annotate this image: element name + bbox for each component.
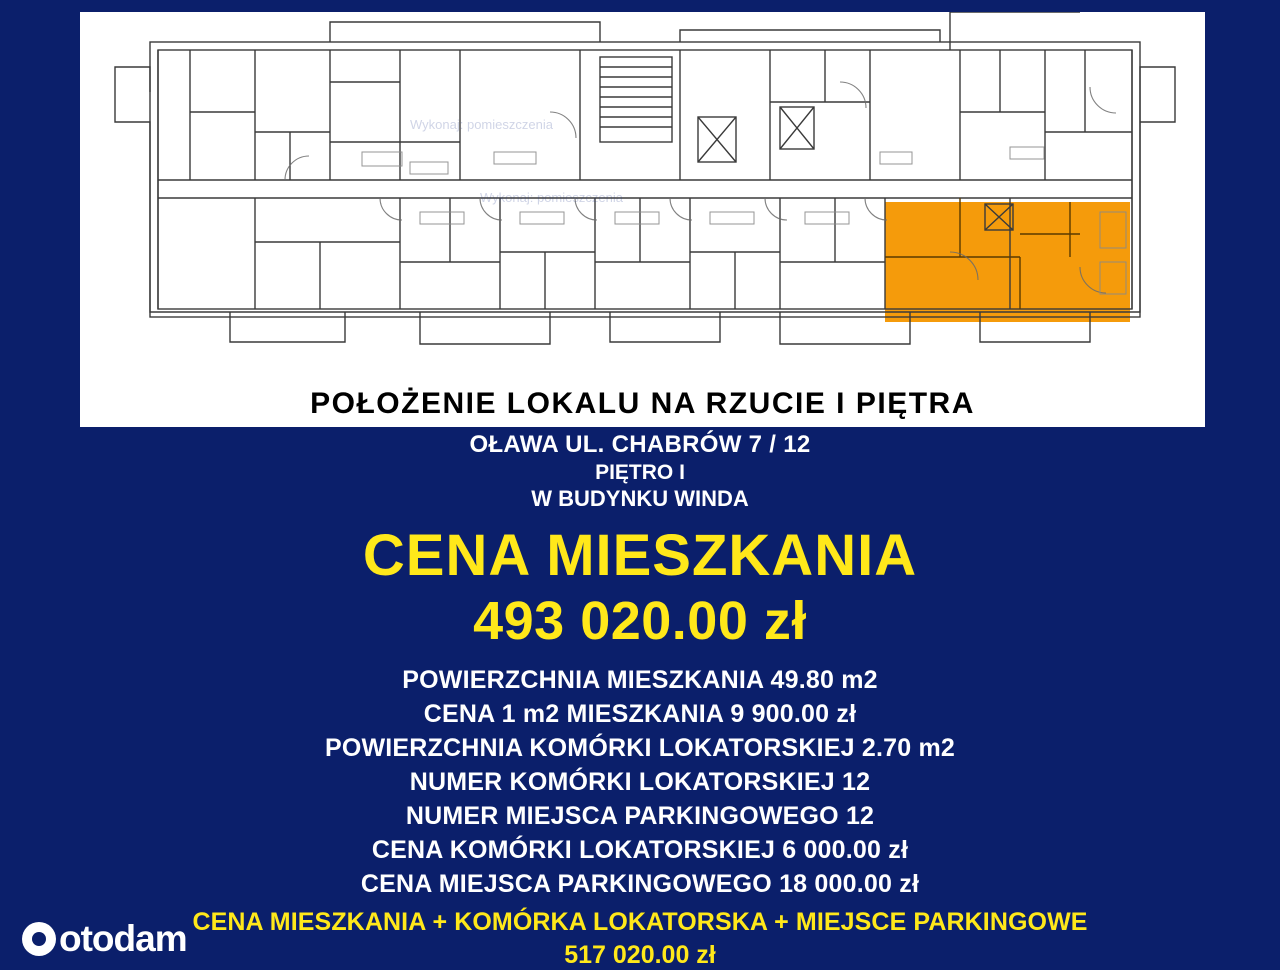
watermark-logo	[22, 918, 187, 960]
floor-line: PIĘTRO I	[595, 460, 685, 484]
building-note: W BUDYNKU WINDA	[531, 486, 749, 512]
total-value: 517 020.00 zł	[564, 940, 716, 969]
floor-plan-drawing	[80, 12, 1205, 367]
highlighted-apartment	[885, 202, 1130, 322]
total-label: CENA MIESZKANIA + KOMÓRKA LOKATORSKA + MIEJSCE PARKINGOWE	[192, 907, 1088, 936]
address-line: OŁAWA UL. CHABRÓW 7 / 12	[469, 431, 811, 458]
plan-caption: POŁOŻENIE LOKALU NA RZUCIE I PIĘTRA	[310, 387, 975, 420]
spec-item: POWIERZCHNIA MIESZKANIA 49.80 m2	[402, 665, 878, 694]
spec-item: CENA KOMÓRKI LOKATORSKIEJ 6 000.00 zł	[371, 835, 909, 864]
price-value: 493 020.00 zł	[473, 590, 807, 651]
svg-text:Wykonaj: pomieszczenia: Wykonaj: pomieszczenia	[480, 190, 623, 205]
spec-item: NUMER MIEJSCA PARKINGOWEGO 12	[405, 801, 875, 830]
spec-item: POWIERZCHNIA KOMÓRKI LOKATORSKIEJ 2.70 m2	[324, 733, 956, 762]
floor-plan-panel	[80, 12, 1205, 427]
price-title: CENA MIESZKANIA	[362, 523, 918, 589]
watermark-text: otodam	[59, 918, 187, 959]
spec-item: CENA MIEJSCA PARKINGOWEGO 18 000.00 zł	[360, 869, 920, 898]
circle-o-icon	[22, 922, 56, 956]
spec-item: CENA 1 m2 MIESZKANIA 9 900.00 zł	[423, 699, 857, 728]
spec-list	[0, 666, 1280, 898]
svg-text:Wykonaj: pomieszczenia: Wykonaj: pomieszczenia	[410, 117, 553, 132]
spec-item: NUMER KOMÓRKI LOKATORSKIEJ 12	[409, 767, 871, 796]
listing-info	[0, 432, 1280, 970]
